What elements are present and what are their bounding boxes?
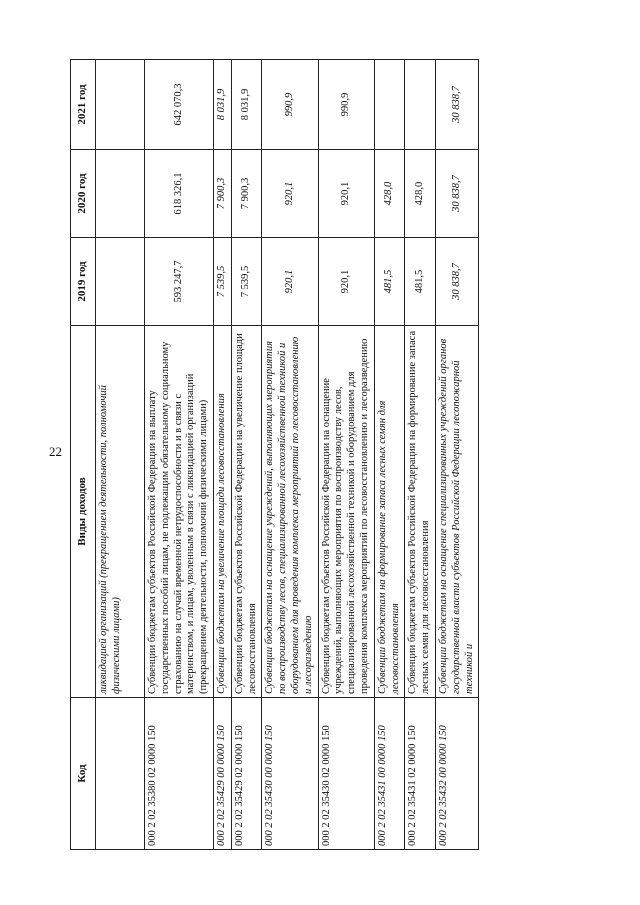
cell-2021 <box>405 60 436 150</box>
cell-name: ликвидацией организаций (прекращением деятельности, полномочий физическими лицами) <box>96 326 145 698</box>
table-row <box>435 60 478 850</box>
cell-code: 000 2 02 35380 02 0000 150 <box>145 698 214 850</box>
rotated-page <box>70 60 600 850</box>
cell-2021: 30 838,7 <box>435 60 478 150</box>
table-wrapper <box>70 60 600 850</box>
cell-2020: 428,0 <box>374 150 405 238</box>
cell-2019 <box>96 238 145 326</box>
cell-2020: 30 838,7 <box>435 150 478 238</box>
cell-2021 <box>96 60 145 150</box>
header-2019: 2019 год <box>71 238 96 326</box>
cell-2019: 7 539,5 <box>213 238 231 326</box>
cell-name: Субвенции бюджетам субъектов Российской Федерации на увеличение площади лесовосстановления <box>231 326 262 698</box>
table-header-row <box>71 60 96 850</box>
table-row <box>374 60 405 850</box>
header-name: Виды доходов <box>71 326 96 698</box>
table-row <box>145 60 214 850</box>
cell-2020: 920,1 <box>262 150 318 238</box>
cell-code <box>96 698 145 850</box>
header-2021: 2021 год <box>71 60 96 150</box>
header-2020: 2020 год <box>71 150 96 238</box>
cell-name: Субвенции бюджетам субъектов Российской Федерации на выплату государственных пособий лицам, не подлежащим обязательному социальному страхованию на случай временной нетрудоспособности и в связи с материнством, и лицам, уволенным в связи с ликвидацией организаций (прекращением деятельности, полномочий физическими лицами) <box>145 326 214 698</box>
cell-2019: 920,1 <box>262 238 318 326</box>
revenue-table <box>70 59 479 850</box>
cell-code: 000 2 02 35430 02 0000 150 <box>318 698 374 850</box>
cell-code: 000 2 02 35431 02 0000 150 <box>405 698 436 850</box>
cell-code: 000 2 02 35431 00 0000 150 <box>374 698 405 850</box>
cell-2020: 920,1 <box>318 150 374 238</box>
header-code: Код <box>71 698 96 850</box>
table-row <box>262 60 318 850</box>
cell-2021: 8 031,9 <box>213 60 231 150</box>
cell-name: Субвенции бюджетам на увеличение площади лесовосстановления <box>213 326 231 698</box>
cell-2021: 8 031,9 <box>231 60 262 150</box>
cell-code: 000 2 02 35429 00 0000 150 <box>213 698 231 850</box>
cell-code: 000 2 02 35430 00 0000 150 <box>262 698 318 850</box>
cell-2021 <box>374 60 405 150</box>
cell-name: Субвенции бюджетам субъектов Российской Федерации на оснащение учреждений, выполняющих мероприятия по воспроизводству лесов, специализированной лесохозяйственной техникой и оборудованием для проведения комплекса мероприятий по лесовосстановлению и лесоразведению <box>318 326 374 698</box>
cell-2019: 481,5 <box>405 238 436 326</box>
table-row <box>96 60 145 850</box>
cell-2020 <box>96 150 145 238</box>
cell-code: 000 2 02 35432 00 0000 150 <box>435 698 478 850</box>
cell-2019: 7 539,5 <box>231 238 262 326</box>
table-row <box>231 60 262 850</box>
cell-code: 000 2 02 35429 02 0000 150 <box>231 698 262 850</box>
table-row <box>213 60 231 850</box>
cell-name: Субвенции бюджетам субъектов Российской Федерации на формирование запаса лесных семян для лесовосстановления <box>405 326 436 698</box>
cell-2021: 990,9 <box>318 60 374 150</box>
cell-2020: 428,0 <box>405 150 436 238</box>
cell-2019: 30 838,7 <box>435 238 478 326</box>
cell-2021: 990,9 <box>262 60 318 150</box>
cell-name: Субвенции бюджетам на оснащение учреждений, выполняющих мероприятия по воспроизводству лесов, специализированной лесохозяйственной техникой и оборудованием для проведения комплекса мероприятий по лесовосстановлению и лесоразведению <box>262 326 318 698</box>
cell-name: Субвенции бюджетам на оснащение специализированных учреждений органов государственной власти субъектов Российской Федерации лесопожарной техникой и <box>435 326 478 698</box>
cell-2020: 618 326,1 <box>145 150 214 238</box>
table-row <box>318 60 374 850</box>
cell-2021: 642 070,3 <box>145 60 214 150</box>
cell-2020: 7 900,3 <box>213 150 231 238</box>
cell-2019: 920,1 <box>318 238 374 326</box>
cell-2019: 593 247,7 <box>145 238 214 326</box>
cell-2019: 481,5 <box>374 238 405 326</box>
cell-name: Субвенции бюджетам на формирование запаса лесных семян для лесовосстановления <box>374 326 405 698</box>
table-row <box>405 60 436 850</box>
page-number: 22 <box>49 444 62 459</box>
cell-2020: 7 900,3 <box>231 150 262 238</box>
